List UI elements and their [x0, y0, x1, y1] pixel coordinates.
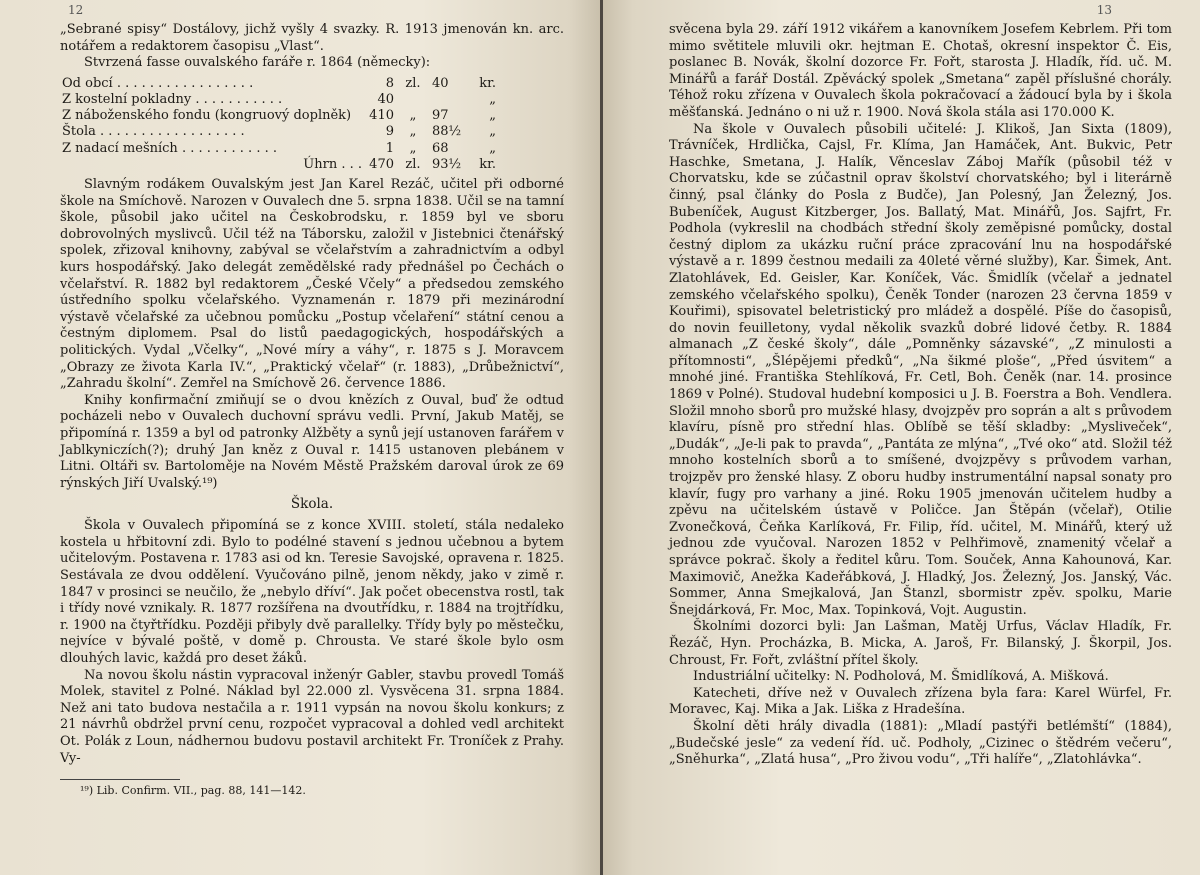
fasse-row-unit: „	[409, 124, 417, 140]
page-number-left: 12	[68, 3, 84, 17]
fasse-row-fraction: 97	[432, 108, 449, 124]
fasse-row-unit: zl.	[405, 75, 421, 91]
fasse-row-amount: 410	[369, 108, 394, 124]
fasse-row	[60, 124, 498, 140]
fasse-table	[60, 76, 498, 173]
fasse-row-label: Z kostelní pokladny . . . . . . . . . . .	[62, 91, 283, 107]
fasse-total-row	[60, 157, 498, 173]
paragraph-rodak: Slavným rodákem Ouvalským jest Jan Karel Rezáč, učitel při odborné škole na Smíchově. Narozen v Ouvalech dne 5. srpna 1838. Učil se na tamní škole, působil jako učitel na Českobrodsku, r. 1859 byl ve sboru dobrovolných myslivců. Učil též na Táborsku, založil v Jistebnici čtenářský spolek, zřizoval knihovny, zabýval se včelařstvím a zahradnictvím a odbyl kurs hospodářský. Jako delegát zemědělské rady přednášel po Čechách o včelařství. R. 1882 byl redaktorem „České Včely“ a předsedou zemského ústředního spolku včelařského. Vyznamenán r. 1879 při mezinárodní výstavě včelařské za učebnou pomůcku „Postup včelaření“ státní cenou a čestným diplomem. Psal do listů paedagogických, hospodářských a politických. Vydal „Včelky“, „Nové míry a váhy“, r. 1875 s J. Moravcem „Obrazy ze života Karla IV.“, „Praktický včelař“ (r. 1883), „Drůbežnictví“, „Zahradu školní“. Zemřel na Smíchově 26. července 1886.	[60, 177, 564, 392]
fasse-row-currency: „	[489, 140, 496, 156]
page-number-right: 13	[1096, 3, 1112, 17]
fasse-row	[60, 108, 498, 124]
paragraph-divadla: Školní děti hrály divadla (1881): „Mladí pastýři betlémští“ (1884), „Budečské jesle“ za vedení říd. uč. Podholy, „Cizinec o štědrém večeru“, „Sněhurka“, „Zlatá husa“, „Pro živou vodu“, „Tři halíře“, „Zlatohlávka“.	[669, 718, 1172, 768]
fasse-row-amount: 8	[385, 75, 394, 91]
fasse-row-amount: 9	[385, 124, 394, 140]
footnote-rule	[60, 779, 180, 780]
fasse-row-amount: 1	[385, 140, 394, 156]
paragraph-dozorci: Školními dozorci byli: Jan Lašman, Matěj Urfus, Václav Hladík, Fr. Řezáč, Hyn. Procházka, B. Micka, A. Jaroš, Fr. Bilanský, J. Škorpil, Jos. Chroust, Fr. Fořt, zvláštní přítel školy.	[669, 619, 1172, 668]
paragraph-knihy: Knihy konfirmační zmiňují se o dvou knězích z Ouval, buď že odtud pocházeli nebo v Ouvalech duchovní správu vedli. První, Jakub Matěj, se připomíná r. 1359 a byl od patronky Alžběty a synů její ustanoven farářem v Jablkyniczích(?); druhý Jan kněz z Ouval r. 1415 ustanoven plebánem v Litni. Oltáři sv. Bartoloměje na Novém Městě Pražském daroval úrok ze 69 rýnských Jiří Uvalský.¹⁹)	[60, 392, 564, 491]
fasse-total-currency: kr.	[479, 156, 496, 172]
right-page	[603, 0, 1200, 875]
paragraph-industrialni: Industriální učitelky: N. Podholová, M. Šmidlíková, A. Mišková.	[693, 669, 1109, 685]
fasse-total-amount: 470	[369, 156, 394, 172]
paragraph-katecheti: Katecheti, dříve než v Ouvalech zřízena byla fara: Karel Würfel, Fr. Moravec, Kaj. Mika a Jak. Liška z Hradešína.	[669, 685, 1172, 718]
fasse-row-fraction	[430, 92, 464, 108]
section-heading-skola: Škola.	[290, 496, 334, 513]
fasse-row-fraction: 68	[432, 140, 449, 156]
fasse-row	[60, 76, 498, 92]
fasse-total-label: Úhrn . . .	[303, 156, 362, 172]
fasse-total-fraction: 93½	[432, 156, 462, 172]
fasse-row-label: Štola . . . . . . . . . . . . . . . . . .	[62, 124, 245, 140]
paragraph-continuation: svěcena byla 29. září 1912 vikářem a kanovníkem Josefem Kebrlem. Při tom mimo světitele mluvili okr. hejtman E. Chotaš, okresní inspektor Č. Eis, poslanec B. Novák, školní dozorce Fr. Fořt, starosta J. Hladík, říd. uč. M. Minářů a farář Dostál. Zpěvácký spolek „Smetana“ zapěl příslušné chorály. Téhož roku zřízena v Ouvalech škola pokračovací a žádoucí byla by i škola měšťanská. Jednáno o ni už r. 1900. Nová škola stála asi 170.000 K.	[669, 22, 1172, 120]
fasse-total-unit: zl.	[405, 156, 421, 172]
fasse-row-label: Od obcí . . . . . . . . . . . . . . . . .	[62, 75, 254, 91]
paragraph-skola-1: Škola v Ouvalech připomíná se z konce XVIII. století, stála nedaleko kostela u hřbitovní zdi. Bylo to podélné stavení s jednou učebnou a bytem učitelovým. Postavena r. 1783 asi od kn. Teresie Savojské, opravena r. 1825. Sestávala ze dvou oddělení. Vyučováno pilně, jenom někdy, jako v zimě r. 1847 v prosinci se neučilo, že „nebylo dříví“. Jak počet obecenstva rostl, tak i třídy nové vznikaly. R. 1877 rozšířena na dvoutřídku, r. 1884 na trojtřídku, r. 1900 na čtyřtřídku. Později přibyly dvě parallelky. Třídy byly po městečku, nejvíce v bývalé poště, v domě p. Chrousta. Ve staré škole bylo osm dlouhých lavic, každá pro deset žáků.	[60, 518, 564, 667]
fasse-row-currency: „	[489, 108, 496, 124]
fasse-row-currency: kr.	[479, 75, 496, 91]
paragraph-skola-2: Na novou školu nástin vypracoval inženýr Gabler, stavbu provedl Tomáš Molek, stavitel z Polné. Náklad byl 22.000 zl. Vysvěcena 31. srpna 1884. Než ani tato budova nestačila a r. 1911 vypsán na novou školu konkurs; z 21 návrhů obdržel první cenu, rozpočet vypracoval a dohled vedl architekt Ot. Polák z Loun, nádhernou budovu postavil architekt Fr. Troníček z Prahy. Vy-	[60, 667, 564, 766]
fasse-row-unit: „	[409, 140, 417, 156]
fasse-row-amount: 40	[377, 91, 394, 107]
fasse-row-unit	[396, 92, 430, 108]
fasse-row-currency: „	[489, 91, 496, 107]
fasse-row-fraction: 40	[432, 75, 449, 91]
fasse-row	[60, 92, 498, 108]
fasse-row	[60, 141, 498, 157]
fasse-row-currency: „	[489, 124, 496, 140]
fasse-row-label: Z náboženského fondu (kongruový doplněk)	[62, 108, 352, 124]
fasse-title: Stvrzená fasse ouvalského faráře r. 1864 (německy):	[84, 55, 431, 71]
fasse-row-fraction: 88½	[432, 124, 462, 140]
intro-paragraph: „Sebrané spisy“ Dostálovy, jichž vyšly 4 svazky. R. 1913 jmenován kn. arc. notářem a redaktorem časopisu „Vlast“.	[60, 22, 564, 54]
footnote: ¹⁹) Lib. Confirm. VII., pag. 88, 141—142.	[80, 784, 306, 798]
fasse-row-label: Z nadací mešních . . . . . . . . . . . .	[62, 140, 277, 156]
paragraph-ucitele: Na škole v Ouvalech působili učitelé: J. Klikoš, Jan Sixta (1809), Trávníček, Hrdlička, Cajsl, Fr. Klíma, Jan Hamáček, Ant. Bukvic, Petr Haschke, Smetana, J. Halík, Věnceslav Záboj Mařík (působil též v Chorvatsku, kde se zúčastnil oprav školství chorvatského; byl i literárně činný, psal články do Posla z Budče), Jan Polesný, Jan Železný, Jos. Bubeníček, August Kitzberger, Jos. Ballatý, Mat. Minářů, Jos. Sajfrt, Fr. Podhola (vykreslil na chodbách střední školy zeměpisné pomůcky, dostal čestný diplom za ukázku ruční práce zpracování lnu na hospodářské výstavě a r. 1899 čestnou medaili za 40leté věrné služby), Kar. Šimek, Ant. Zlatohlávek, Ed. Geisler, Kar. Koníček, Vác. Šmidlík (včelař a jednatel zemského včelařského spolku), Čeněk Tonder (narozen 23 června 1859 v Kouřimi), spisovatel beletristický pro mládež a dospělé. Píše do časopisů, do novin feuilletony, vydal několik svazků dobré lidové četby. R. 1884 almanach „Z české školy“, dále „Pomněnky sázavské“, „Z minulosti a přítomnosti“, „Šlépějemi předků“, „Na šikmé ploše“, „Před úsvitem“ a mnohé jiné. Františka Stehlíková, Fr. Cetl, Boh. Čeněk (nar. 14. prosince 1869 v Polné). Studoval hudební komposici u J. B. Foerstra a Boh. Vendlera. Složil mnoho sborů pro mužské hlasy, dvojzpěv pro soprán a alt s průvodem klavíru, písně pro střední hlas. Oblíbě se těší skladby: „Mysliveček“, „Dudák“, „Je-li pak to pravda“, „Pantáta ze mlýna“, „Tvé oko“ atd. Složil též mnoho kostelních sborů a to smíšené, dvojzpěvy s průvodem varhan, trojzpěv pro ženské hlasy. Z oboru hudby instrumentální napsal sonaty pro klavír, fugy pro varhany a jiné. Roku 1905 jmenován učitelem hudby a zpěvu na učitelském ústavě v Poličce. Jan Štěpán (včelař), Otilie Zvonečková, Čeňka Karlíková, Fr. Filip, říd. učitel, M. Minářů, který už jednou zde vyučoval. Narozen 1852 v Pelhřimově, znamenitý včelař a správce pokrač. školy a ředitel kůru. Tom. Souček, Anna Kahounová, Kar. Maximovič, Anežka Kadeřábková, J. Hladký, Jos. Železný, Jos. Janský, Vác. Sommer, Anna Smejkalová, Jan Štanzl, sbormistr zpěv. spolku, Marie Šnejdárková, Fr. Moc, Max. Topinková, Vojt. Augustin.	[669, 121, 1172, 618]
fasse-row-unit: „	[409, 108, 417, 124]
